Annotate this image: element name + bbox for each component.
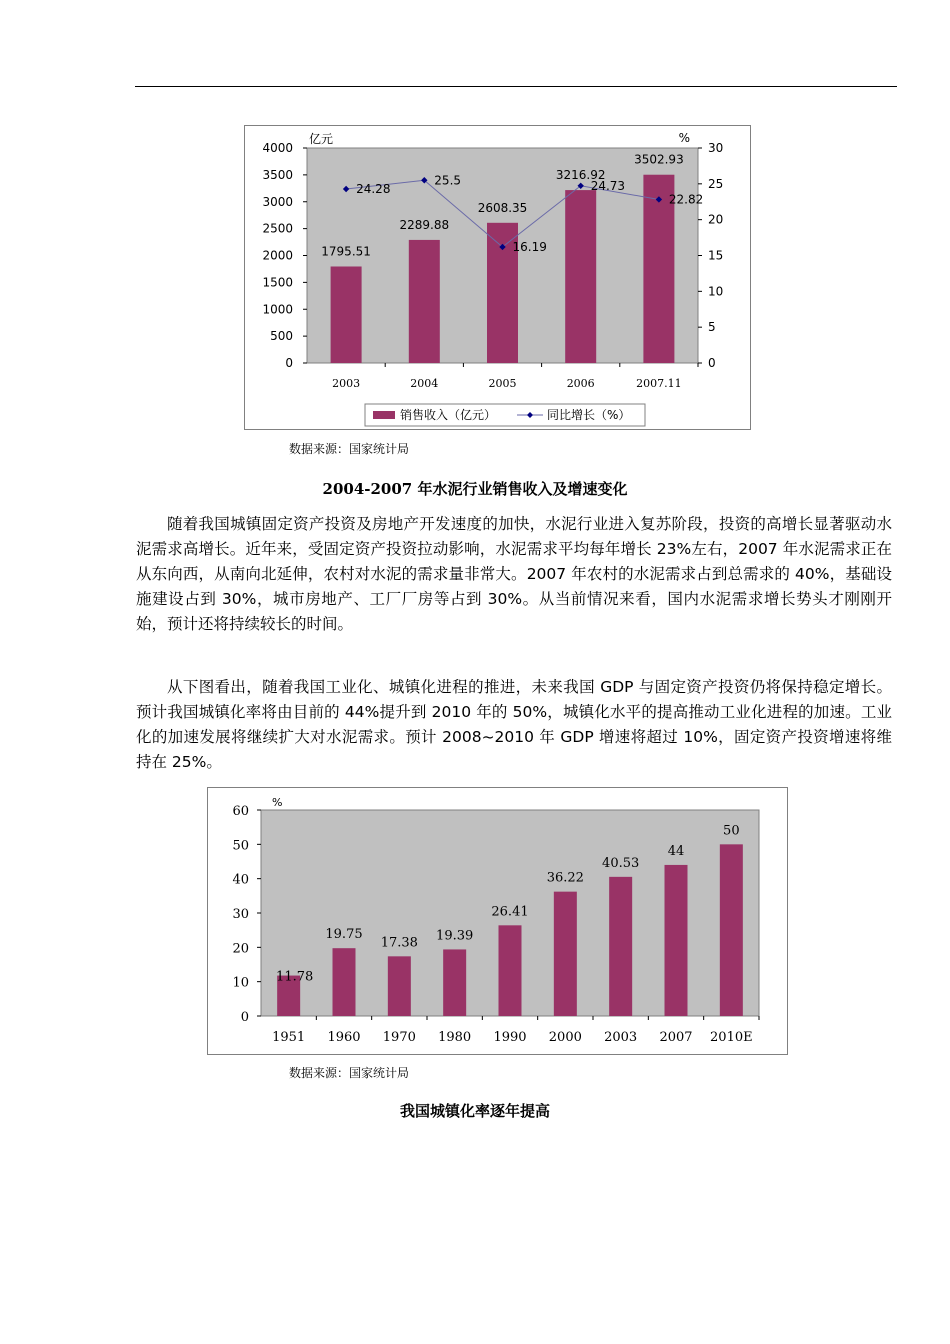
bar (409, 240, 440, 363)
bar-data-label: 50 (723, 823, 740, 839)
x-tick-label: 2010E (710, 1030, 753, 1045)
sales-revenue-chart-svg (245, 126, 750, 429)
y-tick-label: 60 (232, 804, 249, 819)
paragraph-1: 随着我国城镇固定资产投资及房地产开发速度的加快，水泥行业进入复苏阶段，投资的高增长显著驱动水泥需求高增长。近年来，受固定资产投资拉动影响，水泥需求平均每年增长 23%左右，2007 年水泥需求正在从东向西，从南向北延伸，农村对水泥的需求量非常大。2007 年农村的水泥需求占到总需求的 40%，基础设施建设占到 30%，城市房地产、工厂厂房等占到 30%。从当前情况来看，国内水泥需求增长势头才刚刚开始，预计还将持续较长的时间。 (136, 515, 892, 633)
x-tick-label: 1960 (327, 1030, 361, 1045)
y-tick-label: 1500 (262, 275, 293, 290)
bar (333, 948, 356, 1016)
bar-data-label: 3216.92 (555, 168, 606, 183)
y-tick-label: 0 (240, 1010, 249, 1025)
bar-data-label: 19.75 (325, 927, 363, 943)
bar-data-label: 1795.51 (321, 244, 371, 259)
sales-revenue-chart (244, 125, 751, 430)
y-tick-label: 20 (232, 941, 249, 957)
x-tick-label: 1951 (272, 1030, 306, 1045)
x-tick-label: 2005 (488, 377, 517, 390)
bar (665, 865, 688, 1016)
y-tick-label: 40 (232, 872, 249, 888)
growth-data-label: 25.5 (434, 173, 462, 188)
bar (443, 949, 466, 1016)
y-tick-label: 2500 (262, 221, 293, 236)
x-tick-label: 2003 (332, 377, 361, 390)
x-tick-label: 2003 (604, 1030, 638, 1045)
paragraph-2: 从下图看出，随着我国工业化、城镇化进程的推进，未来我国 GDP 与固定资产投资仍将保持稳定增长。预计我国城镇化率将由目前的 44%提升到 2010 年的 50%，城镇化水平的提高推动工业化进程的加速。工业化的加速发展将继续扩大对水泥需求。预计 2008~2010 年 GDP 增速将超过 10%，固定资产投资增速将维持在 25%。 (136, 678, 892, 771)
y2-tick-label: 30 (708, 141, 724, 155)
bar (554, 892, 577, 1016)
y-tick-label: 30 (232, 907, 249, 922)
y2-tick-label: 15 (708, 248, 724, 263)
legend-bar-label: 销售收入（亿元） (400, 408, 497, 422)
legend-line-label: 同比增长（%） (547, 408, 631, 422)
chart1-caption: 2004-2007 年水泥行业销售收入及增速变化 (322, 480, 628, 498)
bar-data-label: 44 (667, 843, 685, 859)
bar (609, 877, 632, 1016)
y2-tick-label: 10 (708, 284, 724, 299)
y-tick-label: 4000 (262, 141, 293, 155)
growth-data-label: 24.28 (356, 181, 391, 196)
bar (388, 956, 411, 1016)
x-tick-label: 2004 (410, 377, 439, 390)
x-tick-label: 1990 (493, 1030, 527, 1045)
y-axis-label: 亿元 (309, 132, 334, 146)
x-tick-label: 1970 (382, 1030, 416, 1045)
growth-data-label: 16.19 (512, 239, 547, 254)
x-tick-label: 1980 (438, 1030, 472, 1045)
legend-bar-swatch (373, 411, 395, 419)
y2-tick-label: 25 (708, 176, 724, 191)
bar-data-label: 2289.88 (399, 217, 450, 232)
y-tick-label: 10 (232, 975, 249, 991)
bar-data-label: 36.22 (546, 870, 584, 886)
bar-data-label: 2608.35 (477, 200, 528, 215)
y2-axis-label: % (678, 131, 690, 145)
bar (565, 190, 596, 363)
y2-tick-label: 5 (708, 320, 716, 335)
chart1-source: 数据来源：国家统计局 (289, 442, 410, 456)
bar (331, 266, 362, 363)
bar-data-label: 3502.93 (634, 152, 684, 167)
bar-data-label: 40.53 (602, 855, 640, 871)
y2-tick-label: 20 (708, 212, 724, 227)
header-rule (135, 86, 897, 87)
bar-data-label: 17.38 (380, 935, 418, 951)
growth-data-label: 22.82 (668, 192, 704, 207)
y2-tick-label: 0 (708, 356, 716, 370)
y-tick-label: 2000 (262, 248, 293, 263)
x-tick-label: 2000 (548, 1030, 582, 1045)
urbanization-chart-svg (208, 788, 787, 1054)
bar (499, 925, 522, 1016)
chart2-caption: 我国城镇化率逐年提高 (399, 1102, 550, 1120)
y-tick-label: 3500 (262, 167, 293, 182)
bar-data-label: 19.39 (436, 928, 474, 944)
growth-data-label: 24.73 (590, 178, 626, 193)
y-axis-label: % (272, 796, 283, 809)
bar-data-label: 26.41 (491, 904, 529, 920)
chart2-source: 数据来源：国家统计局 (289, 1066, 410, 1080)
x-tick-label: 2007.11 (636, 377, 682, 390)
y-tick-label: 50 (232, 838, 249, 854)
y-tick-label: 3000 (262, 194, 293, 209)
bar-data-label: 11.78 (276, 969, 314, 985)
bar (720, 844, 743, 1016)
y-tick-label: 0 (285, 356, 293, 370)
x-tick-label: 2006 (566, 377, 595, 390)
x-tick-label: 2007 (659, 1030, 693, 1045)
y-tick-label: 1000 (262, 302, 293, 317)
y-tick-label: 500 (270, 329, 293, 344)
urbanization-chart (207, 787, 788, 1055)
